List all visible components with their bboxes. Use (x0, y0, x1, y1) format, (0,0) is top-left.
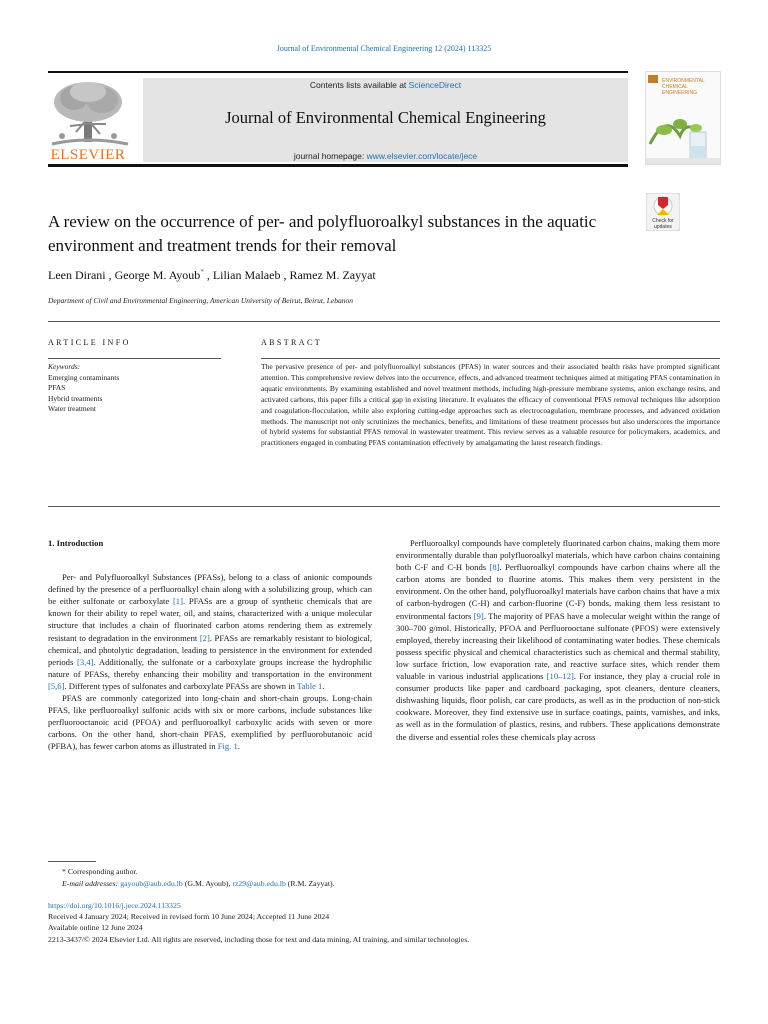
homepage-prefix: journal homepage: (293, 151, 367, 161)
paragraph (48, 571, 372, 692)
email-label: E-mail addresses: (62, 878, 119, 888)
contents-available-line (143, 80, 628, 90)
journal-cover-thumbnail[interactable] (645, 71, 721, 165)
contents-prefix: Contents lists available at (309, 80, 409, 90)
article-title: A review on the occurrence of per- and polyfluoroalkyl substances in the aquatic environment and treatment trends for their removal (48, 212, 597, 255)
email-owner: (G.M. Ayoub), (182, 878, 233, 888)
divider-rule (48, 506, 720, 507)
figure-link[interactable]: Fig. 1 (217, 741, 238, 752)
header-bottom-rule (48, 164, 628, 167)
sciencedirect-link[interactable]: ScienceDirect (408, 80, 462, 90)
header-top-rule (48, 71, 628, 73)
tree-logo-icon (48, 78, 136, 148)
text-run: Per- and Polyfluoroalkyl Substances (PFASs), belong to a class of anionic compounds defined by the presence of a perfluoroalkyl chain along with a solubilizing group, which can be either sulfonate or carboxylate (48, 572, 372, 607)
text-run: PFAS are commonly categorized into long-chain and short-chain groups. Long-chain PFAS, like perfluoroalkyl sulfonic acids with six or more carbons, include substances like perfluorooctanoic acid (PFOA) and perfluoroalkyl carboxylic acids with seven or more carbons. On the other hand, short-chain PFAS, exemplified by perfluorobutanoic acid (PFBA), has fewer carbon atoms as illustrated in (48, 693, 372, 752)
body-column-left (48, 537, 372, 753)
email-owner: (R.M. Zayyat). (285, 878, 335, 888)
reference-link[interactable]: [3,4] (77, 656, 94, 667)
keyword-item: Hybrid treatments (48, 393, 103, 403)
journal-citation-link[interactable]: Journal of Environmental Chemical Engineering 12 (2024) 113325 (276, 44, 492, 53)
email-link[interactable]: gayoub@aub.edu.lb (120, 878, 183, 888)
crossmark-icon (646, 193, 680, 231)
journal-name[interactable]: Journal of Environmental Chemical Engineering (225, 108, 546, 127)
text-run: . Perfluoroalkyl compounds have carbon chains where all the carbon atoms are bonded to fluorine atoms. This makes them very persistent in the environment. On the other hand, polyfluoroalkyl materials have carbon chains that have a mix of carbon-hydrogen (C-H) and carbon-fluorine (C-F) bonds, making them less resistant to environmental factors (396, 562, 720, 621)
text-run: . PFASs are remarkably resistant to biological, chemical, and photolytic degradation, leading to persistence in the environment for extended periods (48, 632, 372, 667)
email-addresses (48, 878, 720, 890)
available-online-date: Available online 12 June 2024 (48, 923, 143, 933)
reference-link[interactable]: [2] (199, 632, 210, 643)
keyword-item: PFAS (48, 383, 66, 392)
journal-header-band (143, 78, 628, 162)
text-run: . Different types of sulfonates and carboxylate PFASs are shown in (64, 680, 297, 691)
article-info-heading: ARTICLE INFO (48, 338, 131, 347)
text-run: . PFASs are a group of synthetic chemicals that are known for their ability to repel water, oil, and stains, characterized with a unique molecular structure that includes a chain of fluorinated carbon atoms rendering them as extremely resistant to degradation in the environment (48, 596, 372, 643)
reference-link[interactable]: [5,6] (48, 680, 65, 691)
author-name[interactable]: George M. Ayoub (114, 268, 201, 282)
received-dates: Received 4 January 2024; Received in revised form 10 June 2024; Accepted 11 June 2024 (48, 912, 330, 922)
section-heading-introduction: 1. Introduction (48, 538, 104, 548)
text-run: Perfluoroalkyl compounds have completely fluorinated carbon chains, making them more environmentally durable than polyfluoroalkyl materials, which have carbon chains containing both C-F and C-H bonds (396, 538, 720, 573)
paragraph (48, 692, 372, 752)
paragraph (396, 537, 720, 743)
corresponding-author-mark[interactable]: * (200, 268, 204, 276)
keyword-item: Emerging contaminants (48, 372, 120, 382)
author-name[interactable]: Lilian Malaeb (212, 268, 281, 282)
reference-link[interactable]: [1] (172, 596, 183, 607)
author-name[interactable]: Ramez M. Zayyat (289, 268, 376, 282)
footnotes (48, 866, 720, 889)
text-run: . Additionally, the sulfonate or a carboxylate groups increase the hydrophilic nature of PFASs, thereby enhancing their mobility and transportation in the environment (48, 656, 373, 679)
corresponding-author-note: * Corresponding author. (62, 867, 138, 876)
abstract-rule (261, 358, 720, 359)
text-run: . For instance, they play a crucial role in consumer products like paper and cardboard packaging, spot cleaners, denture cleaners, dishwashing liquids, floor polish, car care products, as well as in the production of non-stick cookware. Moreover, they find extensive use in surface coatings, paints, varnishes, and inks, as well as in the formulation of plastics, resins, and rubbers. These applications demonstrate the diverse and essential roles these chemicals play across (396, 671, 720, 742)
journal-homepage-line (143, 151, 628, 161)
svg-text:updates: updates (654, 224, 672, 230)
text-run: . The majority of PFAS have a molecular weight within the range of 300–700 g/mol. Historically, PFOA and Perfluorooctane sulfonate (PFOS) were extensively employed, thereby increasing their likelihood of contaminating water bodies. These chemicals possess specific physical and chemical characteristics such as chemical and thermal stability, low surface friction, low evaporation rate, and reactive surface sites, which render them valuable in various industrial applications (396, 610, 720, 682)
abstract-heading: ABSTRACT (261, 338, 322, 347)
author-list: Leen Dirani , George M. Ayoub* , Lilian Malaeb , Ramez M. Zayyat (48, 268, 376, 282)
email-link[interactable]: rz29@aub.edu.lb (232, 878, 286, 888)
article-info-rule (48, 358, 221, 359)
check-for-updates-badge[interactable] (646, 193, 680, 231)
keywords-label: Keywords: (48, 362, 81, 371)
copyright-line: 2213-3437/© 2024 Elsevier Ltd. All rights are reserved, including those for text and data mining, AI training, and similar technologies. (48, 934, 470, 944)
reference-link[interactable]: [10–12] (546, 671, 574, 682)
footnote-rule (48, 861, 96, 862)
journal-homepage-link[interactable]: www.elsevier.com/locate/jece (366, 151, 478, 161)
author-affiliation: Department of Civil and Environmental Engineering, American University of Beirut, Beirut, Lebanon (48, 296, 353, 305)
svg-text:Check for: Check for (652, 218, 674, 224)
reference-link[interactable]: [8] (489, 562, 500, 573)
divider-rule (48, 321, 720, 322)
elsevier-logo[interactable] (48, 78, 138, 162)
publisher-name: ELSEVIER (50, 147, 126, 163)
keyword-item: Water treatment (48, 404, 96, 413)
cover-journal-title: ENVIRONMENTAL CHEMICAL ENGINEERING (662, 78, 705, 96)
publication-info (48, 900, 720, 945)
doi-link[interactable]: https://doi.org/10.1016/j.jece.2024.113325 (48, 901, 181, 910)
text-run: . (237, 741, 240, 752)
keywords-block (48, 362, 221, 415)
author-name[interactable]: Leen Dirani (48, 268, 106, 282)
table-link[interactable]: Table 1 (296, 680, 323, 691)
text-run: . (322, 680, 325, 691)
abstract-text: The pervasive presence of per- and polyfluoroalkyl substances (PFAS) in water sources and their associated health risks have prompted significant attention. This comprehensive review delves into the occurrence, effects, and advanced treatment techniques aimed at mitigating PFAS contamination in aquatic environments. By examining established and novel treatment methods, including high-pressure membrane systems, anion exchange resins, and activated carbons, this paper fills a critical gap in existing literature. It evaluates the efficacy of conventional PFAS removal techniques like adsorption and coagulation-flocculation, while also exploring cutting-edge approaches such as electrocoagulation, membrane processes, and advanced oxidation methods. The manuscript not only scrutinizes the mechanics, benefits, and limitations of these treatment processes but also underscores the importance of hybrid systems for substantial PFAS removal in wastewater treatment. This review serves as a valuable resource for policymakers, academics, and practitioners engaged in combating PFAS contamination effectively by amalgamating the latest research findings. (261, 362, 720, 448)
reference-link[interactable]: [9] (473, 610, 484, 621)
body-column-right (396, 537, 720, 743)
